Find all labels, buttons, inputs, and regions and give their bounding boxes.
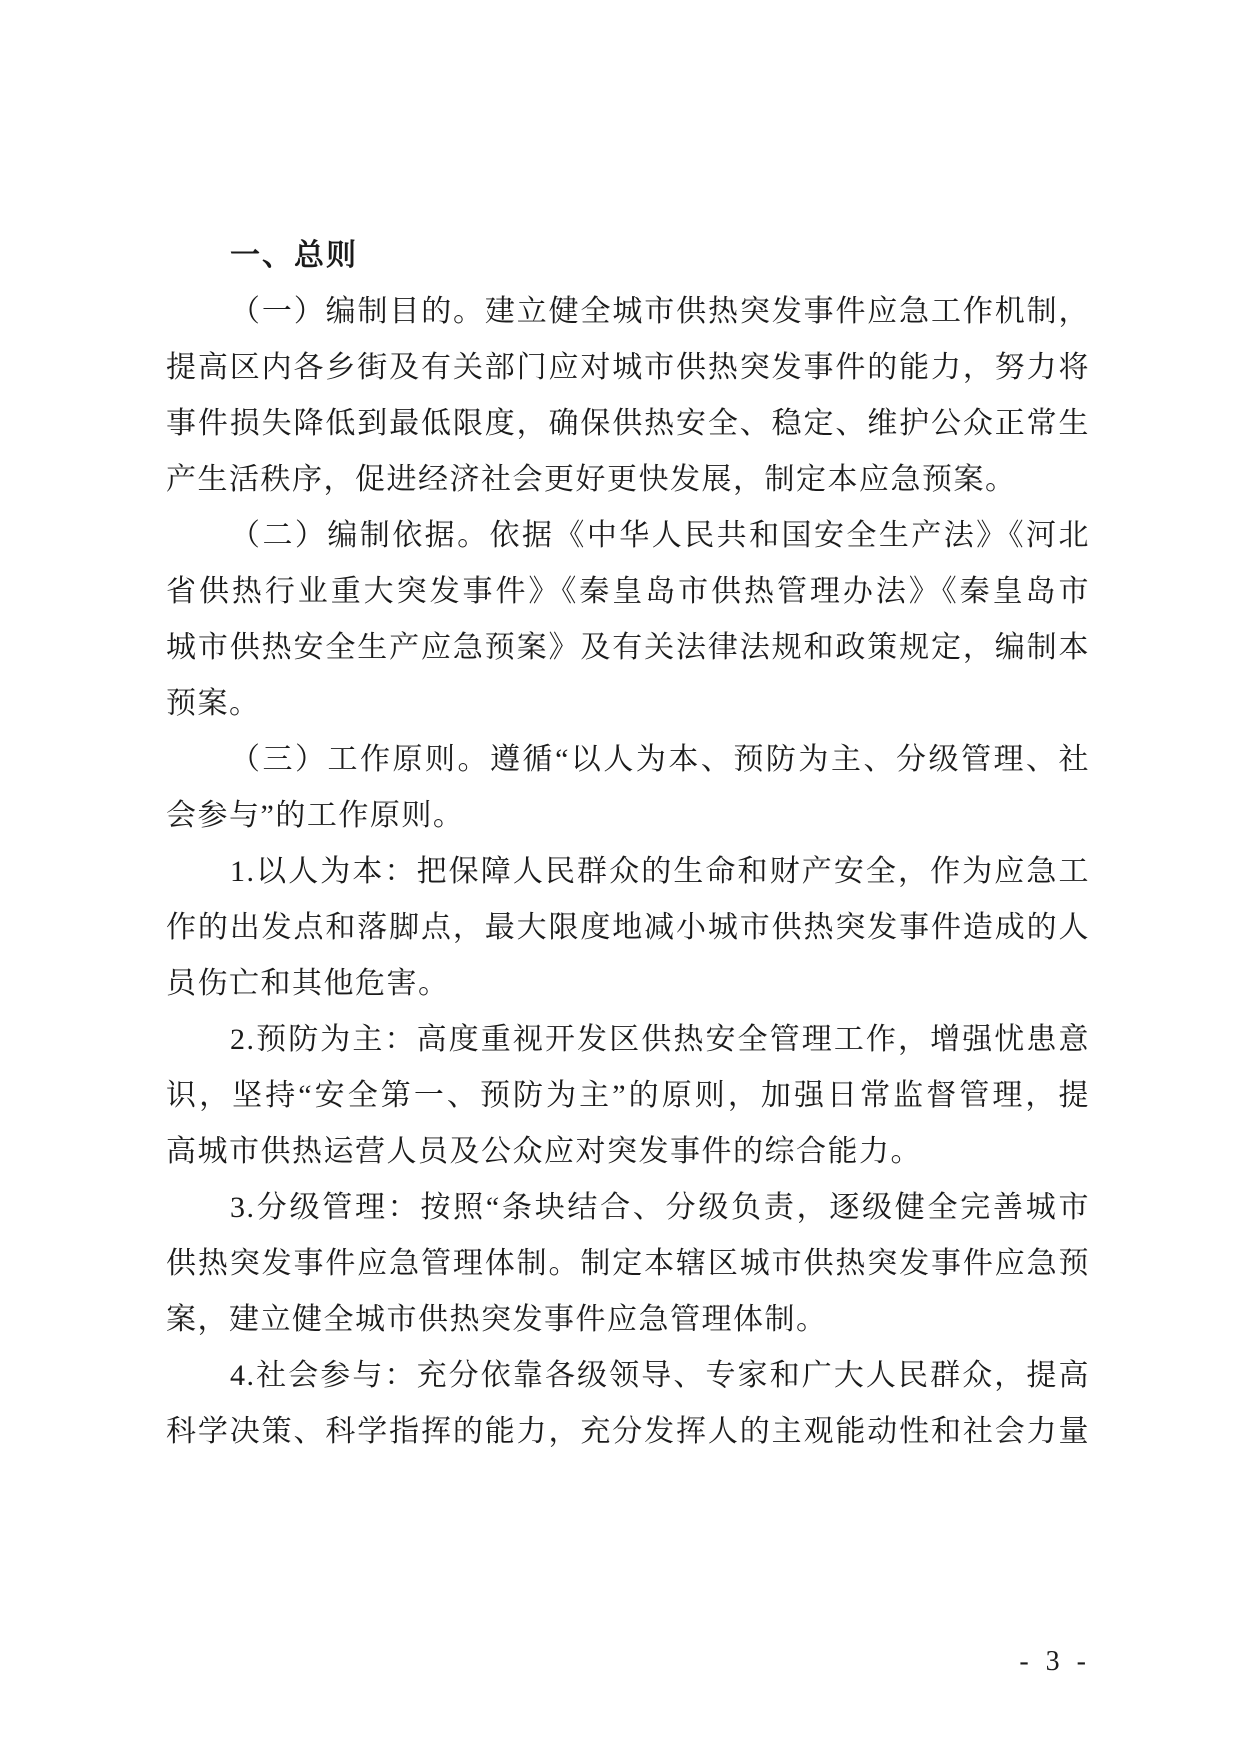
paragraph-line: （三）工作原则。遵循“以人为本、预防为主、分级管理、社 [230,743,1090,776]
paragraph-line: 提高区内各乡街及有关部门应对城市供热突发事件的能力，努力将 [166,351,1090,384]
paragraph-line: 预案。 [166,687,261,720]
paragraph-line: 案，建立健全城市供热突发事件应急管理体制。 [166,1303,828,1336]
paragraph-principles [166,732,1090,844]
paragraph-line: 4.社会参与：充分依靠各级领导、专家和广大人民群众，提高 [230,1359,1090,1392]
paragraph-line: 产生活秩序，促进经济社会更好更快发展，制定本应急预案。 [166,463,1017,496]
section-heading: 一、总则 [230,238,358,273]
paragraph-line: 员伤亡和其他危害。 [166,967,450,1000]
paragraph-line: 3.分级管理：按照“条块结合、分级负责，逐级健全完善城市 [230,1191,1090,1224]
paragraph-line: 作的出发点和落脚点，最大限度地减小城市供热突发事件造成的人 [166,911,1090,944]
paragraph-line: 高城市供热运营人员及公众应对突发事件的综合能力。 [166,1135,922,1168]
principle-people-oriented [166,844,1090,1012]
paragraph-line: （一）编制目的。建立健全城市供热突发事件应急工作机制， [230,295,1090,328]
principle-prevention-first [166,1012,1090,1180]
paragraph-line: 2.预防为主：高度重视开发区供热安全管理工作，增强忧患意 [230,1023,1090,1056]
paragraph-line: 会参与”的工作原则。 [166,799,465,832]
paragraph-line: 事件损失降低到最低限度，确保供热安全、稳定、维护公众正常生 [166,407,1090,440]
paragraph-line: 科学决策、科学指挥的能力，充分发挥人的主观能动性和社会力量 [166,1415,1090,1448]
paragraph-line: 识，坚持“安全第一、预防为主”的原则，加强日常监督管理，提 [166,1079,1090,1112]
principle-social-participation [166,1348,1090,1460]
paragraph-basis [166,508,1090,732]
paragraph-purpose [166,284,1090,508]
document-body [166,228,1090,1460]
paragraph-line: 供热突发事件应急管理体制。制定本辖区城市供热突发事件应急预 [166,1247,1090,1280]
paragraph-line: 省供热行业重大突发事件》《秦皇岛市供热管理办法》《秦皇岛市 [166,575,1090,608]
principle-graded-management [166,1180,1090,1348]
paragraph-line: 1.以人为本：把保障人民群众的生命和财产安全，作为应急工 [230,855,1090,888]
page-number: - 3 - [1019,1646,1091,1677]
paragraph-line: 城市供热安全生产应急预案》及有关法律法规和政策规定，编制本 [166,631,1090,664]
paragraph-line: （二）编制依据。依据《中华人民共和国安全生产法》《河北 [230,519,1090,552]
